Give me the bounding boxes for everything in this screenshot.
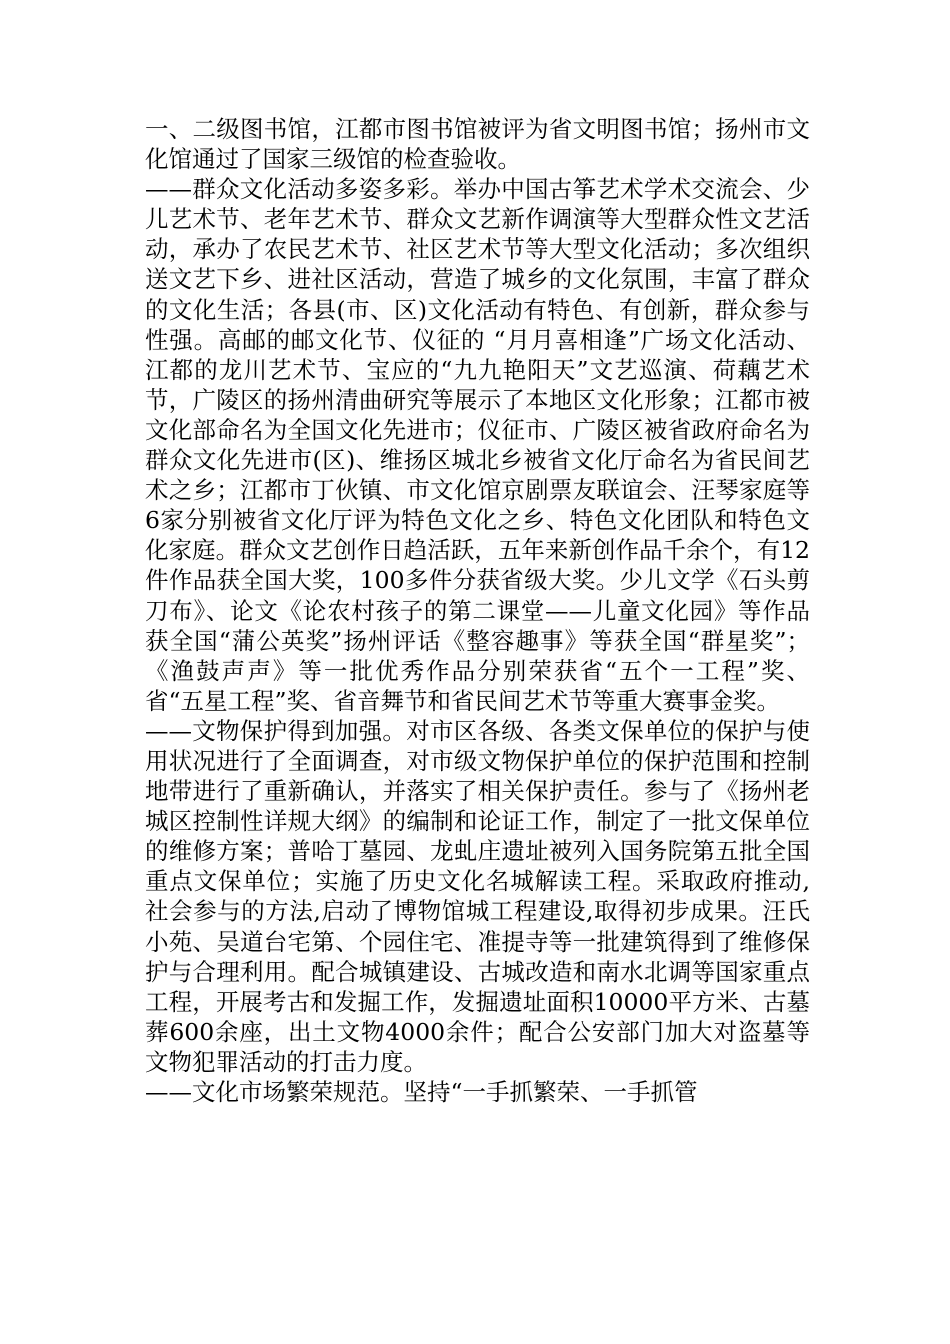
paragraph-cultural-market: ——文化市场繁荣规范。坚持“一手抓繁荣、一手抓管 <box>145 1078 698 1106</box>
paragraph-library-evaluation: 一、二级图书馆，江都市图书馆被评为省文明图书馆；扬州市文化馆通过了国家三级馆的检查验收。 <box>145 115 810 174</box>
document-body <box>145 114 810 1107</box>
paragraph-mass-culture-activities: ——群众文化活动多姿多彩。举办中国古筝艺术学术交流会、少儿艺术节、老年艺术节、群众文艺新作调演等大型群众性文艺活动，承办了农民艺术节、社区艺术节等大型文化活动；多次组织送文艺下乡、进社区活动，营造了城乡的文化氛围，丰富了群众的文化生活；各县(市、区)文化活动有特色、有创新，群众参与性强。高邮的邮文化节、仪征的 “月月喜相逢”广场文化活动、江都的龙川艺术节、宝应的“九九艳阳天”文艺巡演、荷藕艺术节，广陵区的扬州清曲研究等展示了本地区文化形象；江都市被文化部命名为全国文化先进市；仪征市、广陵区被省政府命名为群众文化先进市(区)、维扬区城北乡被省文化厅命名为省民间艺术之乡；江都市丁伙镇、市文化馆京剧票友联谊会、汪琴家庭等6家分别被省文化厅评为特色文化之乡、特色文化团队和特色文化家庭。群众文艺创作日趋活跃，五年来新创作品千余个，有12件作品获全国大奖，100多件分获省级大奖。少儿文学《石头剪刀布》、论文《论农村孩子的第二课堂——儿童文化园》等作品获全国“蒲公英奖”扬州评话《整容趣事》等获全国“群星奖”；《渔鼓声声》等一批优秀作品分别荣获省“五个一工程”奖、省“五星工程”奖、省音舞节和省民间艺术节等重大赛事金奖。 <box>145 175 810 715</box>
paragraph-cultural-relics-protection: ——文物保护得到加强。对市区各级、各类文保单位的保护与使用状况进行了全面调查，对市级文物保护单位的保护范围和控制地带进行了重新确认，并落实了相关保护责任。参与了《扬州老城区控制性详规大纲》的编制和论证工作，制定了一批文保单位的维修方案；普哈丁墓园、龙虬庄遗址被列入国务院第五批全国重点文保单位；实施了历史文化名城解读工程。采取政府推动,社会参与的方法,启动了博物馆城工程建设,取得初步成果。汪氏小苑、吴道台宅第、个园住宅、准提寺等一批建筑得到了维修保护与合理利用。配合城镇建设、古城改造和南水北调等国家重点工程，开展考古和发掘工作，发掘遗址面积10000平方米、古墓葬600余座，出土文物4000余件；配合公安部门加大对盗墓等文物犯罪活动的打击力度。 <box>145 716 810 1076</box>
